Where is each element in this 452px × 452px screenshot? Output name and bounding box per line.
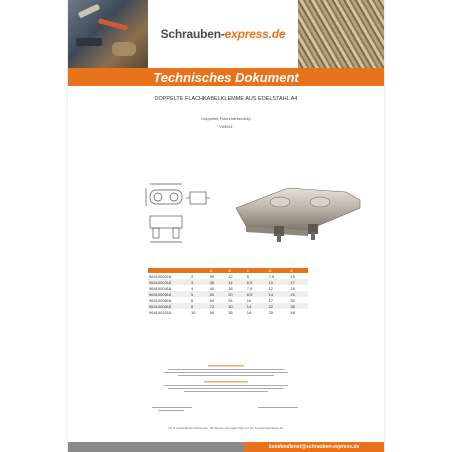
column-header: B — [227, 268, 246, 273]
cell: 72 — [209, 303, 228, 309]
product-photo — [228, 178, 368, 246]
cell: 18 — [228, 285, 233, 291]
cell: 7,5 — [246, 285, 253, 291]
cell: 7,5 — [268, 273, 275, 279]
cell: 4 — [191, 285, 194, 291]
cell: 30 — [227, 303, 246, 309]
cell: 22 — [268, 303, 290, 309]
document-title: DOPPELTE FLACHKABELKLEMME AUS EDELSTAHL A4 — [154, 96, 298, 102]
cell: 24 — [228, 297, 233, 303]
cell: 14 — [227, 279, 246, 285]
cell: 48 — [290, 309, 295, 315]
cell: 17 — [289, 279, 308, 285]
cell: 6,5 — [246, 279, 268, 285]
column-header: C — [246, 268, 268, 273]
title-band — [68, 68, 384, 86]
cell: 8 — [190, 303, 209, 309]
cell: 35 — [228, 309, 233, 315]
cell-article: 9641000618 — [149, 297, 172, 303]
document-page — [68, 0, 384, 452]
cell: 14 — [268, 291, 290, 297]
document-subtitle: Doppelter Flachdrahtseilclip — [201, 116, 251, 121]
logo-accent-text: express.de — [224, 27, 286, 41]
cell: 5 — [246, 273, 250, 279]
header — [68, 0, 384, 68]
column-header: E — [289, 268, 308, 273]
cell: 10 — [191, 309, 196, 315]
cell-article: 9641000518 — [148, 291, 190, 297]
cell: 12 — [268, 285, 274, 291]
document-code: V59641 — [219, 124, 233, 129]
cell: 40 — [209, 285, 215, 291]
cell: 6 — [191, 297, 194, 303]
cell: 8,5 — [246, 291, 268, 297]
cell: 10 — [268, 279, 290, 285]
cell-article: 9641000318 — [148, 279, 190, 285]
cell: 19 — [290, 285, 295, 291]
cell: 50 — [209, 291, 228, 297]
band-title: Technisches Dokument — [153, 69, 299, 85]
contact-email-link[interactable]: kundendienst@schrauben-express.de — [244, 442, 384, 452]
cell: 36 — [209, 279, 228, 285]
cell: 30 — [290, 297, 295, 303]
cell: 3 — [190, 279, 209, 285]
cell: 30 — [209, 273, 215, 279]
fine-print-notes — [138, 364, 314, 400]
cell: 90 — [209, 309, 215, 315]
logo[interactable] — [148, 0, 298, 68]
cell: 17 — [268, 297, 274, 303]
cell: 60 — [209, 297, 215, 303]
cell-article: 9641000218 — [149, 273, 172, 279]
cell: 2 — [191, 273, 194, 279]
technical-drawing — [138, 180, 212, 248]
cell: 12 — [228, 273, 233, 279]
header-photo-screws — [298, 0, 384, 68]
cell: 15 — [290, 273, 295, 279]
cell: 25 — [289, 291, 308, 297]
cell: 5 — [190, 291, 209, 297]
cell: 20 — [227, 291, 246, 297]
disclaimer: Nicht verbindliches Dokument, die Menge auf Lager folgt nur der Kundennachfrage ab. — [168, 426, 284, 430]
signature-area — [148, 406, 304, 414]
cell: 14 — [246, 303, 268, 309]
cell: 10 — [246, 297, 252, 303]
footer-bar — [68, 442, 384, 452]
cell: 25 — [268, 309, 274, 315]
cell-article: 9641000418 — [149, 285, 172, 291]
cell: 16 — [246, 309, 252, 315]
cell: 38 — [289, 303, 308, 309]
specification-table — [148, 268, 308, 315]
logo-main-text: Schrauben- — [160, 27, 225, 41]
column-header: A — [209, 268, 228, 273]
cell-article: 9641000818 — [148, 303, 190, 309]
table-row — [148, 309, 308, 315]
cell-article: 9641001018 — [149, 309, 172, 315]
header-photo-tools — [68, 0, 148, 68]
column-header: D — [268, 268, 290, 273]
